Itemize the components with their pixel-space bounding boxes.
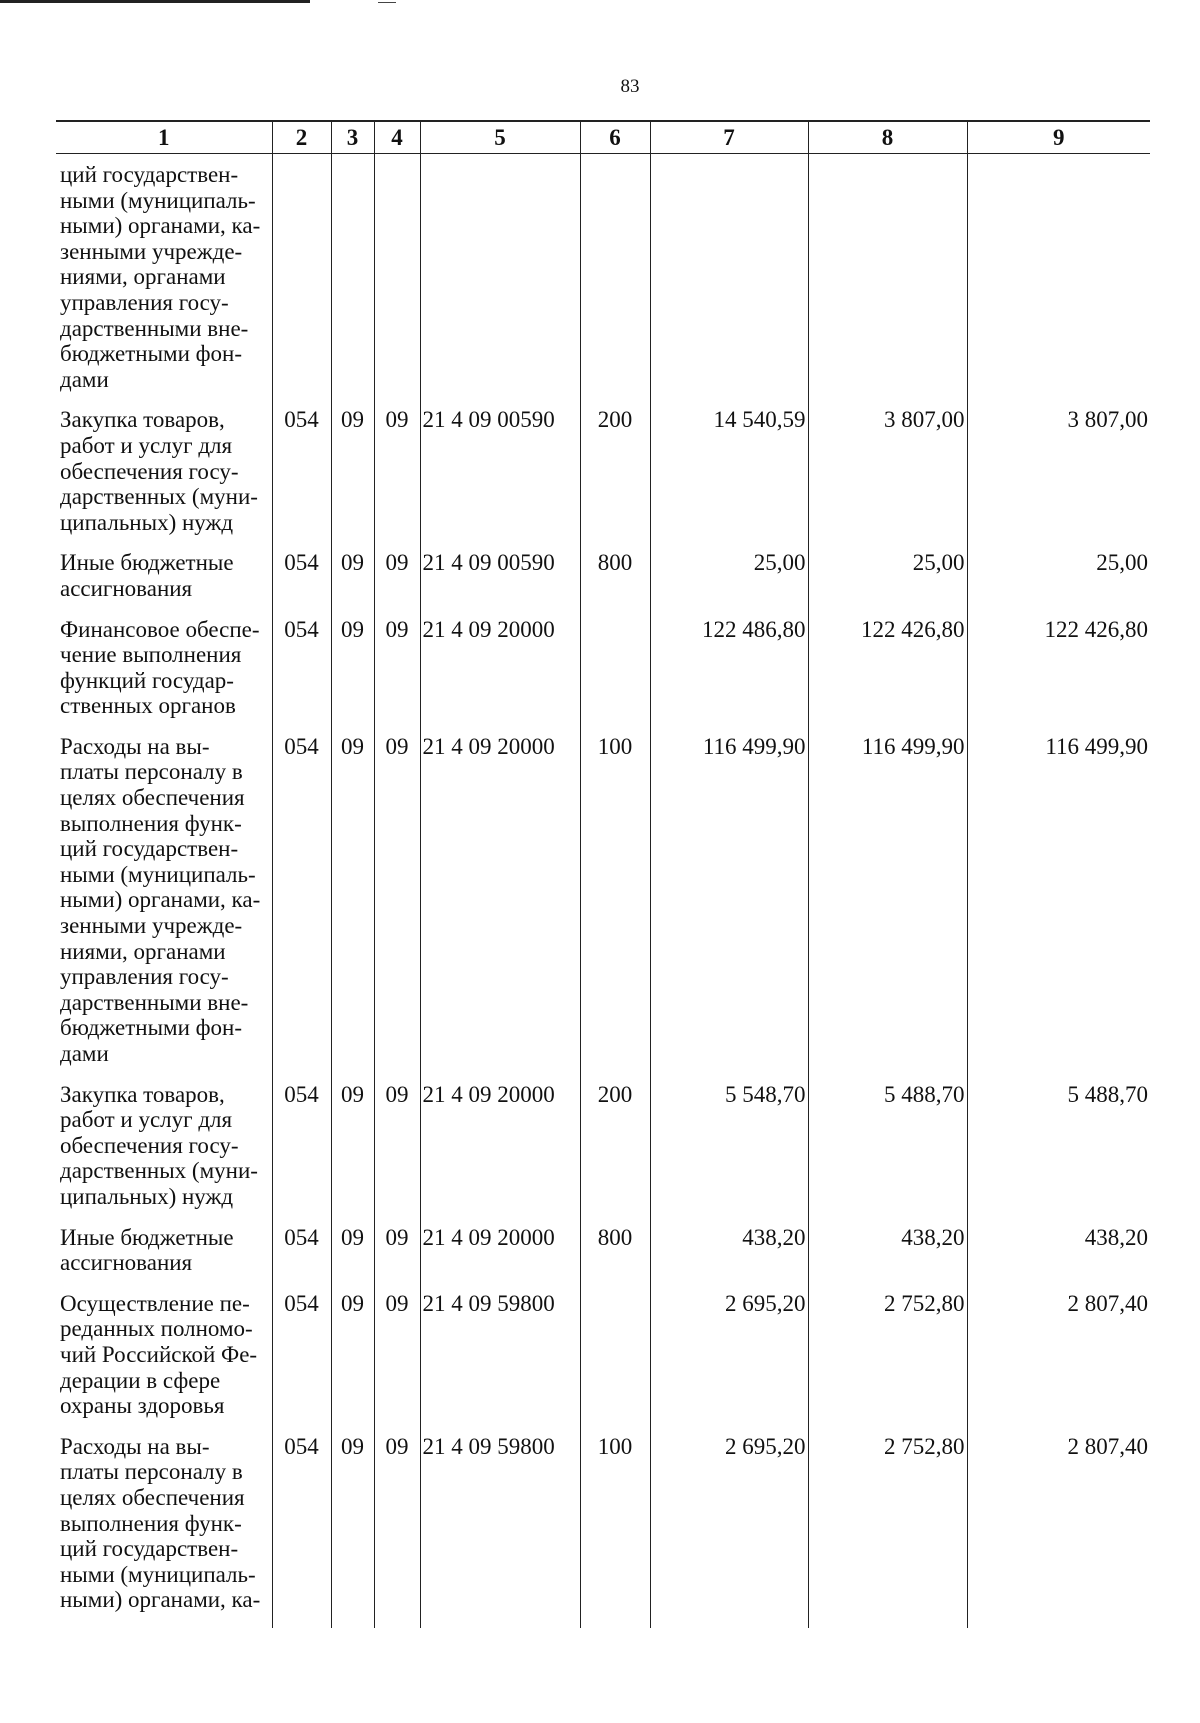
cell-col-2: 054 [272,1225,331,1291]
header-col-4: 4 [374,121,420,154]
cell-col-4: 09 [374,1082,420,1225]
table-row [56,617,1150,734]
cell-col-9: 2 807,40 [967,1291,1150,1434]
cell-col-4: 09 [374,407,420,550]
cell-col-5: 21 4 09 20000 [420,734,580,1082]
cell-col-2: 054 [272,550,331,616]
cell-description: Иные бюджетные ассигнования [60,550,234,601]
header-col-1: 1 [56,121,272,154]
cell-col-3: 09 [331,1291,374,1434]
cell-col-6: 100 [580,1434,650,1628]
cell-col-3: 09 [331,617,374,734]
cell-col-2 [272,154,331,408]
header-col-8: 8 [808,121,967,154]
cell-col-9: 5 488,70 [967,1082,1150,1225]
cell-col-5: 21 4 09 59800 [420,1434,580,1628]
cell-description: Закупка товаров, работ и услуг для обеспечения госу- дарственных (муни- ципальных) нужд [60,407,258,535]
cell-col-2: 054 [272,1082,331,1225]
cell-col-9: 2 807,40 [967,1434,1150,1628]
page-number: 83 [620,76,640,97]
cell-col-3: 09 [331,1434,374,1628]
cell-col-6 [580,154,650,408]
cell-col-8: 116 499,90 [808,734,967,1082]
cell-description: Осуществление пе- реданных полномо- чий Российской Фе- дерации в сфере охраны здоровья [60,1290,258,1419]
cell-col-6: 800 [580,550,650,616]
header-col-2: 2 [272,121,331,154]
cell-col-7: 2 695,20 [650,1434,808,1628]
header-col-6: 6 [580,121,650,154]
table-row [56,1291,1150,1434]
cell-col-5: 21 4 09 00590 [420,550,580,616]
cell-col-8: 122 426,80 [808,617,967,734]
table-row [56,407,1150,550]
cell-col-7: 438,20 [650,1225,808,1291]
cell-description: Иные бюджетные ассигнования [60,1224,234,1276]
cell-col-2: 054 [272,617,331,734]
cell-col-8: 25,00 [808,550,967,616]
cell-col-2: 054 [272,1291,331,1434]
header-col-5: 5 [420,121,580,154]
cell-col-5: 21 4 09 20000 [420,617,580,734]
cell-col-8 [808,154,967,408]
cell-col-8: 438,20 [808,1225,967,1291]
cell-col-5: 21 4 09 20000 [420,1225,580,1291]
table-row [56,1225,1150,1291]
cell-col-3: 09 [331,407,374,550]
cell-col-4: 09 [374,1225,420,1291]
cell-description: Расходы на вы- платы персоналу в целях обеспечения выполнения функ- ций государствен- ными (муниципаль- ными) органами, ка- [60,1433,261,1613]
cell-col-9: 3 807,00 [967,407,1150,550]
cell-description: Расходы на вы- платы персоналу в целях обеспечения выполнения функ- ций государствен- ными (муниципаль- ными) органами, ка- зенными учрежде- ниями, органами управления госу- дарственными вне- бюджетными фон- дами [60,733,261,1066]
cell-col-7: 116 499,90 [650,734,808,1082]
table-row [56,154,1150,408]
table-row [56,1082,1150,1225]
cell-col-8: 5 488,70 [808,1082,967,1225]
header-row [56,121,1150,154]
cell-col-5: 21 4 09 00590 [420,407,580,550]
top-rule [0,0,310,3]
cell-col-3: 09 [331,734,374,1082]
cell-description: ций государствен- ными (муниципаль- ными) органами, ка- зенными учрежде- ниями, органами управления госу- дарственными вне- бюджетными фон- дами [60,162,261,392]
cell-col-7: 25,00 [650,550,808,616]
cell-col-7: 5 548,70 [650,1082,808,1225]
cell-col-6: 100 [580,734,650,1082]
table-row [56,734,1150,1082]
header-col-9: 9 [967,121,1150,154]
cell-col-8: 2 752,80 [808,1291,967,1434]
cell-col-4: 09 [374,734,420,1082]
cell-col-7: 2 695,20 [650,1291,808,1434]
cell-col-9: 122 426,80 [967,617,1150,734]
cell-col-5 [420,154,580,408]
cell-col-5: 21 4 09 59800 [420,1291,580,1434]
cell-col-4 [374,154,420,408]
cell-col-6: 200 [580,1082,650,1225]
header-col-3: 3 [331,121,374,154]
table-row [56,1434,1150,1628]
cell-col-3 [331,154,374,408]
top-rule-mark [378,2,396,3]
cell-col-5: 21 4 09 20000 [420,1082,580,1225]
cell-col-3: 09 [331,1225,374,1291]
cell-description: Финансовое обеспе- чение выполнения функций государ- ственных органов [60,616,260,719]
cell-col-6 [580,1291,650,1434]
table-row [56,550,1150,616]
cell-col-6: 200 [580,407,650,550]
cell-col-7: 122 486,80 [650,617,808,734]
budget-table [56,120,1150,1628]
cell-description: Закупка товаров, работ и услуг для обеспечения госу- дарственных (муни- ципальных) нужд [60,1081,258,1209]
cell-col-4: 09 [374,1291,420,1434]
cell-col-2: 054 [272,407,331,550]
cell-col-4: 09 [374,550,420,616]
cell-col-3: 09 [331,1082,374,1225]
header-col-7: 7 [650,121,808,154]
cell-col-2: 054 [272,1434,331,1628]
cell-col-8: 2 752,80 [808,1434,967,1628]
cell-col-6 [580,617,650,734]
cell-col-6: 800 [580,1225,650,1291]
cell-col-9: 116 499,90 [967,734,1150,1082]
cell-col-2: 054 [272,734,331,1082]
cell-col-9: 25,00 [967,550,1150,616]
cell-col-9: 438,20 [967,1225,1150,1291]
cell-col-7: 14 540,59 [650,407,808,550]
cell-col-4: 09 [374,617,420,734]
cell-col-8: 3 807,00 [808,407,967,550]
cell-col-9 [967,154,1150,408]
cell-col-4: 09 [374,1434,420,1628]
cell-col-7 [650,154,808,408]
cell-col-3: 09 [331,550,374,616]
